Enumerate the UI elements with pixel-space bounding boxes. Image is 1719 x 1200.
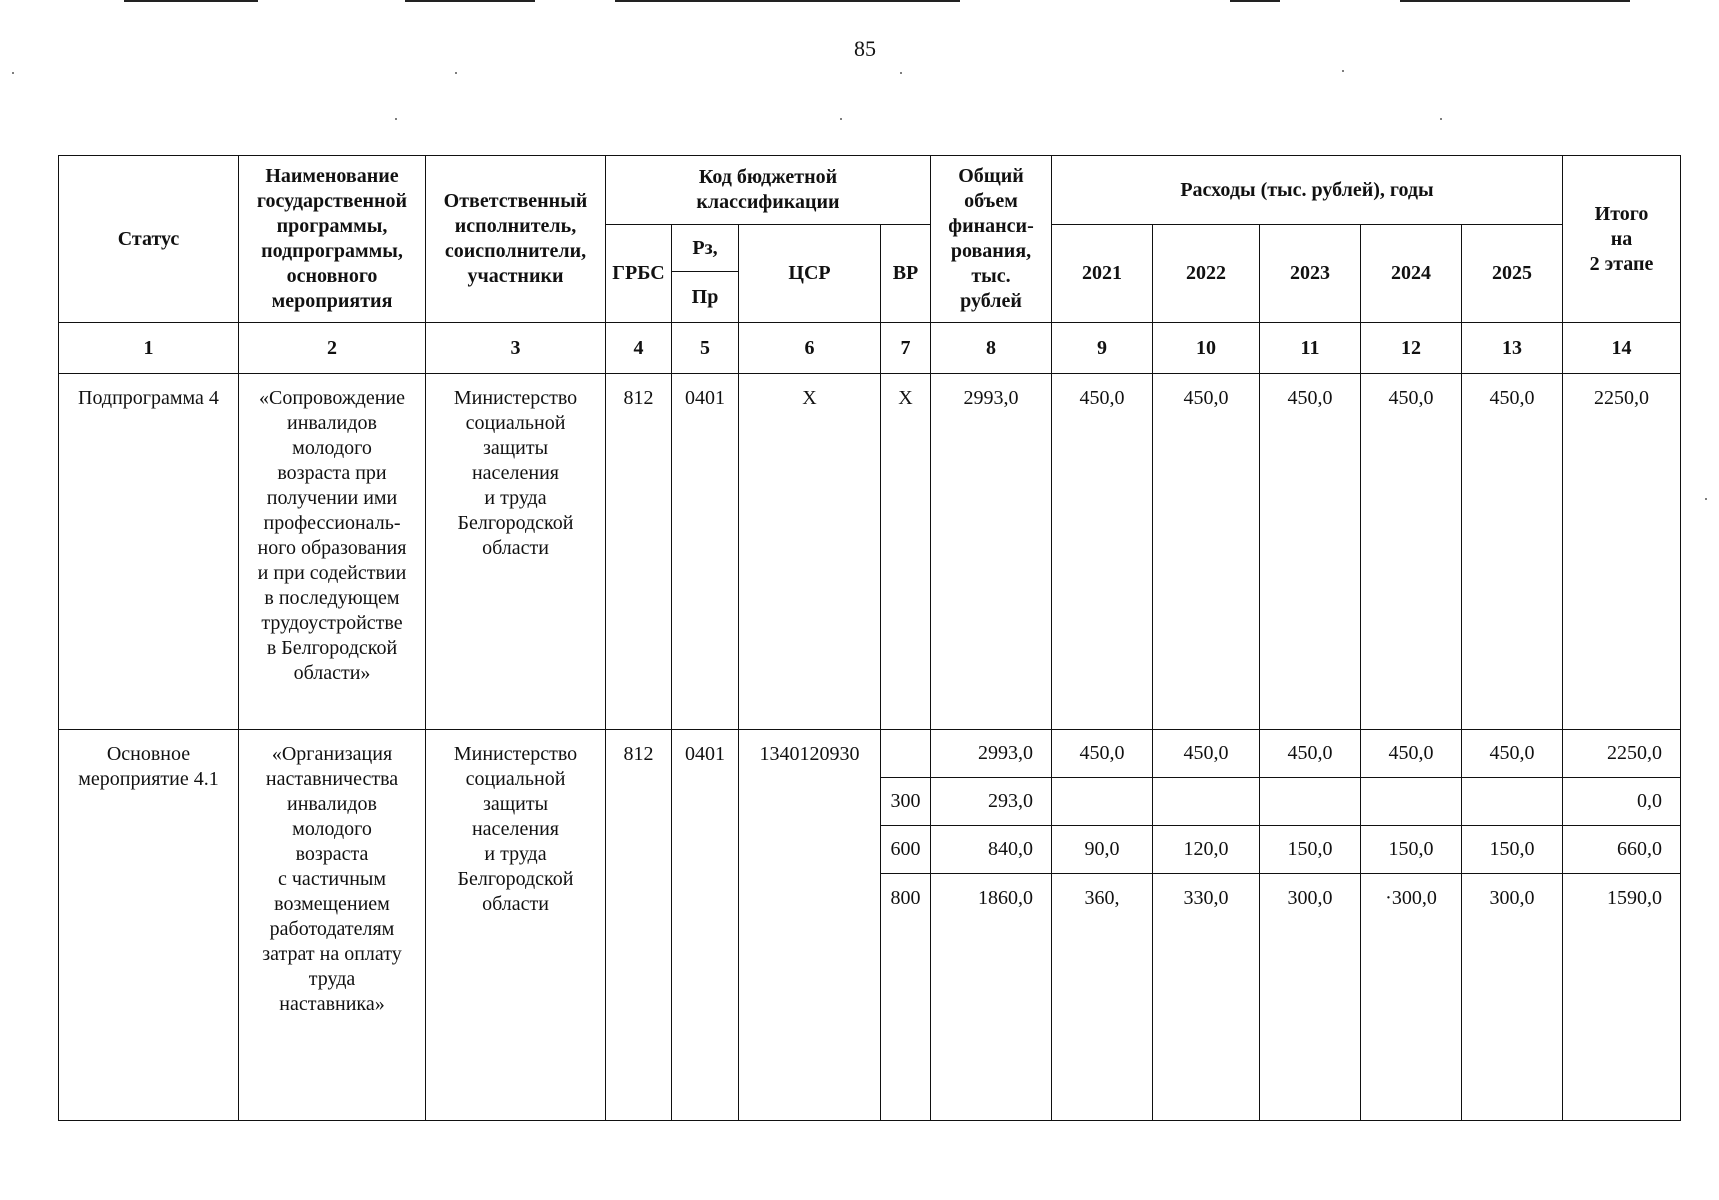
row-year-2025: 450,0 bbox=[1462, 374, 1563, 730]
row-year-2023: 450,0 bbox=[1260, 374, 1361, 730]
column-number: 6 bbox=[739, 323, 881, 374]
row-year-2023: 300,0 bbox=[1260, 874, 1361, 1121]
column-number: 14 bbox=[1563, 323, 1681, 374]
table-row-subprogram bbox=[59, 374, 1681, 730]
column-number: 5 bbox=[672, 323, 739, 374]
scan-speck bbox=[12, 72, 14, 74]
row-total: 2993,0 bbox=[931, 730, 1052, 778]
row-stage-total: 660,0 bbox=[1563, 826, 1681, 874]
row-year-2021 bbox=[1052, 778, 1153, 826]
header-year-2021: 2021 bbox=[1052, 225, 1153, 323]
scan-speck bbox=[1440, 118, 1442, 120]
column-number: 1 bbox=[59, 323, 239, 374]
row-year-2021: 450,0 bbox=[1052, 730, 1153, 778]
column-number: 12 bbox=[1361, 323, 1462, 374]
row-year-2022: 450,0 bbox=[1153, 374, 1260, 730]
header-budget-code: Код бюджетной классификации bbox=[606, 156, 931, 225]
column-number: 7 bbox=[881, 323, 931, 374]
row-year-2022: 330,0 bbox=[1153, 874, 1260, 1121]
row-year-2022 bbox=[1153, 778, 1260, 826]
scan-artifact bbox=[615, 0, 960, 2]
row-stage-total: 2250,0 bbox=[1563, 374, 1681, 730]
row-program-name: «Сопровождение инвалидов молодого возраста при получении ими профессиональ- ного образования и при содействии в последующем трудоустройстве в Белгородской области» bbox=[239, 374, 426, 730]
header-grbs: ГРБС bbox=[606, 225, 672, 323]
row-vr: 300 bbox=[881, 778, 931, 826]
row-year-2024: 450,0 bbox=[1361, 730, 1462, 778]
header-responsible: Ответственный исполнитель, соисполнители, участники bbox=[426, 156, 606, 323]
row-rzpr: 0401 bbox=[672, 730, 739, 1121]
row-program-name: «Организация наставничества инвалидов молодого возраста с частичным возмещением работодателям затрат на оплату труда наставника» bbox=[239, 730, 426, 1121]
header-csr: ЦСР bbox=[739, 225, 881, 323]
scan-speck bbox=[395, 118, 397, 120]
column-number-row bbox=[59, 323, 1681, 374]
scan-artifact bbox=[124, 0, 258, 2]
row-csr: 1340120930 bbox=[739, 730, 881, 1121]
row-year-2023 bbox=[1260, 778, 1361, 826]
row-year-2023: 150,0 bbox=[1260, 826, 1361, 874]
header-stage-total: Итого на 2 этапе bbox=[1563, 156, 1681, 323]
page-number: 85 bbox=[854, 36, 876, 61]
header-row bbox=[59, 156, 1681, 225]
column-number: 3 bbox=[426, 323, 606, 374]
header-program-name: Наименование государственной программы, подпрограммы, основного мероприятия bbox=[239, 156, 426, 323]
row-total: 1860,0 bbox=[931, 874, 1052, 1121]
header-year-2025: 2025 bbox=[1462, 225, 1563, 323]
scan-speck bbox=[455, 72, 457, 74]
row-total: 2993,0 bbox=[931, 374, 1052, 730]
row-year-2022: 120,0 bbox=[1153, 826, 1260, 874]
row-vr: 800 bbox=[881, 874, 931, 1121]
row-stage-total: 0,0 bbox=[1563, 778, 1681, 826]
row-year-2021: 90,0 bbox=[1052, 826, 1153, 874]
header-total-volume: Общий объем финанси- рования, тыс. рублей bbox=[931, 156, 1052, 323]
row-year-2021: 450,0 bbox=[1052, 374, 1153, 730]
row-vr bbox=[881, 730, 931, 778]
row-year-2025 bbox=[1462, 778, 1563, 826]
scan-artifact bbox=[1230, 0, 1280, 2]
row-status: Подпрограмма 4 bbox=[59, 374, 239, 730]
scan-speck bbox=[840, 118, 842, 120]
row-responsible: Министерство социальной защиты населения и труда Белгородской области bbox=[426, 730, 606, 1121]
column-number: 2 bbox=[239, 323, 426, 374]
row-year-2023: 450,0 bbox=[1260, 730, 1361, 778]
header-year-2024: 2024 bbox=[1361, 225, 1462, 323]
row-stage-total: 2250,0 bbox=[1563, 730, 1681, 778]
column-number: 13 bbox=[1462, 323, 1563, 374]
column-number: 10 bbox=[1153, 323, 1260, 374]
row-year-2021: 360, bbox=[1052, 874, 1153, 1121]
row-vr: 600 bbox=[881, 826, 931, 874]
header-rz: Рз, bbox=[672, 225, 739, 272]
header-vr: ВР bbox=[881, 225, 931, 323]
table-row-activity bbox=[59, 730, 1681, 778]
row-responsible: Министерство социальной защиты населения и труда Белгородской области bbox=[426, 374, 606, 730]
row-grbs: 812 bbox=[606, 374, 672, 730]
row-year-2025: 300,0 bbox=[1462, 874, 1563, 1121]
column-number: 9 bbox=[1052, 323, 1153, 374]
column-number: 11 bbox=[1260, 323, 1361, 374]
scan-speck bbox=[1342, 70, 1344, 72]
budget-table bbox=[58, 155, 1681, 1121]
scan-speck bbox=[900, 72, 902, 74]
header-pr: Пр bbox=[672, 272, 739, 323]
row-year-2024: ·300,0 bbox=[1361, 874, 1462, 1121]
row-year-2025: 150,0 bbox=[1462, 826, 1563, 874]
row-year-2024: 450,0 bbox=[1361, 374, 1462, 730]
header-status: Статус bbox=[59, 156, 239, 323]
row-year-2025: 450,0 bbox=[1462, 730, 1563, 778]
row-year-2024 bbox=[1361, 778, 1462, 826]
scan-speck bbox=[1705, 498, 1707, 500]
scan-artifact bbox=[1400, 0, 1630, 2]
header-year-2022: 2022 bbox=[1153, 225, 1260, 323]
row-year-2024: 150,0 bbox=[1361, 826, 1462, 874]
row-csr: X bbox=[739, 374, 881, 730]
row-grbs: 812 bbox=[606, 730, 672, 1121]
scan-artifact bbox=[405, 0, 535, 2]
row-total: 293,0 bbox=[931, 778, 1052, 826]
column-number: 4 bbox=[606, 323, 672, 374]
row-year-2022: 450,0 bbox=[1153, 730, 1260, 778]
header-year-2023: 2023 bbox=[1260, 225, 1361, 323]
row-stage-total: 1590,0 bbox=[1563, 874, 1681, 1121]
row-vr: X bbox=[881, 374, 931, 730]
column-number: 8 bbox=[931, 323, 1052, 374]
header-expenses-by-year: Расходы (тыс. рублей), годы bbox=[1052, 156, 1563, 225]
row-status: Основное мероприятие 4.1 bbox=[59, 730, 239, 1121]
row-rzpr: 0401 bbox=[672, 374, 739, 730]
row-total: 840,0 bbox=[931, 826, 1052, 874]
